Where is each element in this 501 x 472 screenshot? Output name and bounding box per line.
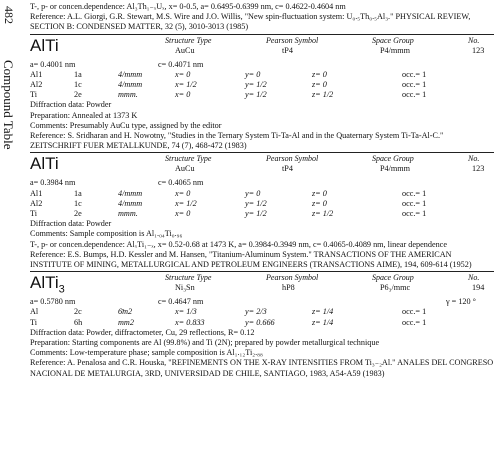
atom-el: Al2 (30, 79, 43, 89)
atom-wy: 2c (74, 307, 82, 317)
atom-occ: occ.= 1 (402, 90, 427, 100)
divider (30, 271, 494, 272)
atom-x: x= 1/2 (175, 79, 197, 89)
formula-subscript: 3 (58, 283, 65, 296)
lattice-c: c= 0.4647 nm (158, 297, 204, 307)
structure-type-value: AuCu (175, 45, 195, 55)
atom-row (30, 80, 494, 90)
structure-type-value: Ni₃Sn (175, 283, 195, 293)
top-dependence-note: T-, p- or concen.dependence: Al₃Th₁₋ₓUₓ, x= 0-0.5, a= 0.6495-0.6399 nm, c= 0.4622-0.4604 nm (30, 2, 346, 11)
entry-note: T-, p- or concen.dependence: AlₓTi₁₋ₓ, x= 0.52-0.68 at 1473 K, a= 0.3984-0.3949 nm, c= 0.4065-0.4089 nm, linear dependence (30, 239, 447, 249)
atom-wy: 1a (74, 188, 82, 198)
atom-el: Ti (30, 317, 37, 327)
atom-sym: 4/mmm (118, 188, 143, 198)
atom-z: z= 1/2 (312, 208, 334, 218)
atom-y: y= 1/2 (245, 90, 267, 100)
pearson-symbol-label: Pearson Symbol (266, 154, 319, 164)
atom-x: x= 1/3 (175, 307, 197, 317)
group-number-value: 194 (472, 283, 485, 293)
atom-row (30, 189, 494, 199)
compound-formula: AlTi (30, 154, 59, 174)
entry-note: Diffraction data: Powder, diffractometer, Cu, 29 reflections, R= 0.12 (30, 327, 255, 337)
atom-z: z= 0 (312, 69, 327, 79)
entry-header (30, 154, 494, 178)
structure-type-value: AuCu (175, 164, 195, 174)
entries-list (30, 36, 494, 379)
compound-formula: AlTi (30, 273, 59, 293)
structure-type-label: Structure Type (165, 273, 212, 283)
lattice-c: c= 0.4065 nm (158, 178, 204, 188)
atom-z: z= 1/4 (312, 317, 334, 327)
atom-y: y= 0 (245, 69, 261, 79)
entry-note: Diffraction data: Powder (30, 100, 112, 110)
atom-z: z= 1/2 (312, 90, 334, 100)
atom-wy: 6h (74, 317, 83, 327)
atom-el: Al (30, 307, 39, 317)
atom-x: x= 0 (175, 90, 191, 100)
atom-z: z= 1/4 (312, 307, 334, 317)
compound-formula: AlTi (30, 35, 59, 55)
entry-note: Comments: Low-temperature phase; sample composition is Al₁.₁₂Ti₂.₈₈ (30, 348, 263, 358)
atom-occ: occ.= 1 (402, 317, 427, 327)
group-number-value: 123 (472, 45, 485, 55)
atom-row (30, 90, 494, 100)
atom-sym: mm2 (118, 317, 134, 327)
space-group-value: P4/mmm (380, 164, 411, 174)
atom-x: x= 0.833 (175, 317, 205, 327)
entry-note: Comments: Sample composition is Al₁.₀₄Ti₀.₉₆ (30, 229, 183, 239)
lattice-gamma: γ = 120 ° (446, 297, 476, 307)
atom-wy: 2e (74, 208, 82, 218)
atom-y: y= 0.666 (245, 317, 275, 327)
page-number: 482 (2, 6, 16, 24)
atom-sym: 6̄m2 (118, 307, 133, 317)
divider (30, 34, 494, 35)
lattice-a: a= 0.3984 nm (30, 178, 76, 188)
top-reference-note: Reference: A.L. Giorgi, G.R. Stewart, M.S. Wire and J.O. Willis, "New spin-fluctuation system: U₀.₅Th₀.₅Al₃." PHYSICAL REVIEW, SECTION B: CONDENSED MATTER, 32 (5), 3010-3013 (1985) (30, 12, 471, 32)
atom-row (30, 209, 494, 219)
atom-z: z= 0 (312, 198, 327, 208)
atom-el: Al2 (30, 198, 43, 208)
space-group-label: Space Group (372, 273, 414, 283)
pearson-symbol-value: tP4 (282, 45, 293, 55)
atom-occ: occ.= 1 (402, 69, 427, 79)
atom-el: Ti (30, 90, 37, 100)
space-group-label: Space Group (372, 154, 414, 164)
atom-wy: 1c (74, 198, 82, 208)
atom-y: y= 1/2 (245, 198, 267, 208)
lattice-row (30, 178, 494, 188)
atom-sym: mmm. (118, 90, 138, 100)
entry-note: Preparation: Annealed at 1373 K (30, 110, 138, 120)
entry-note: Reference: S. Sridharan and H. Nowotny, "Studies in the Ternary System Ti-Ta-Al and in the Quaternary System Ti-Ta-Al-C." ZEITSCHRIFT FUER METALLKUNDE, 74 (7), 468-472 (1983) (30, 130, 444, 151)
compound-table (30, 2, 494, 379)
entry-note: Preparation: Starting components are Al (99.8%) and Ti (2N); prepared by powder metallurgical technique (30, 337, 380, 347)
atom-row (30, 70, 494, 80)
atom-occ: occ.= 1 (402, 208, 427, 218)
atom-occ: occ.= 1 (402, 188, 427, 198)
atom-z: z= 0 (312, 79, 327, 89)
structure-type-label: Structure Type (165, 154, 212, 164)
space-group-label: Space Group (372, 35, 414, 45)
atom-sym: 4/mmm (118, 69, 143, 79)
section-title: Compound Table (1, 60, 16, 150)
structure-type-label: Structure Type (165, 35, 212, 45)
compound-entry (30, 36, 494, 154)
lattice-row (30, 297, 494, 307)
atom-x: x= 0 (175, 69, 191, 79)
entry-header (30, 36, 494, 60)
group-number-label: No. (468, 35, 480, 45)
atom-y: y= 2/3 (245, 307, 267, 317)
atom-x: x= 1/2 (175, 198, 197, 208)
lattice-a: a= 0.5780 nm (30, 297, 76, 307)
atom-row (30, 318, 494, 328)
pearson-symbol-value: hP8 (282, 283, 295, 293)
compound-name (30, 154, 59, 174)
group-number-value: 123 (472, 164, 485, 174)
atom-wy: 1a (74, 69, 82, 79)
entry-note: Reference: E.S. Bumps, H.D. Kessler and M. Hansen, "Titanium-Aluminum System." TRANSACTIONS OF THE AMERICAN INSTITUTE OF MINING, METALLURGICAL AND PETROLEUM ENGINEERS (TRANSACTIONS AIME), 194, 609-614 (1952) (30, 249, 472, 269)
compound-entry (30, 273, 494, 379)
atom-occ: occ.= 1 (402, 79, 427, 89)
atom-row (30, 307, 494, 317)
lattice-c: c= 0.4071 nm (158, 59, 204, 69)
divider (30, 152, 494, 153)
compound-name (30, 273, 65, 296)
atom-sym: mmm. (118, 208, 138, 218)
atom-y: y= 1/2 (245, 208, 267, 218)
pearson-symbol-label: Pearson Symbol (266, 35, 319, 45)
space-group-value: P6₃/mmc (380, 283, 411, 293)
group-number-label: No. (468, 154, 480, 164)
atom-el: Ti (30, 208, 37, 218)
lattice-row (30, 60, 494, 70)
atom-wy: 2e (74, 90, 82, 100)
atom-sym: 4/mmm (118, 198, 143, 208)
atom-y: y= 1/2 (245, 79, 267, 89)
pearson-symbol-value: tP4 (282, 164, 293, 174)
entry-header (30, 273, 494, 297)
atom-el: Al1 (30, 188, 43, 198)
atom-z: z= 0 (312, 188, 327, 198)
space-group-value: P4/mmm (380, 45, 411, 55)
entry-note: Comments: Presumably AuCu type, assigned by the editor (30, 120, 222, 130)
atom-el: Al1 (30, 69, 43, 79)
atom-wy: 1c (74, 79, 82, 89)
atom-occ: occ.= 1 (402, 198, 427, 208)
atom-x: x= 0 (175, 188, 191, 198)
atom-row (30, 199, 494, 209)
atom-sym: 4/mmm (118, 79, 143, 89)
atom-y: y= 0 (245, 188, 261, 198)
compound-entry (30, 154, 494, 272)
pearson-symbol-label: Pearson Symbol (266, 273, 319, 283)
group-number-label: No. (468, 273, 480, 283)
atom-occ: occ.= 1 (402, 307, 427, 317)
compound-name (30, 35, 59, 55)
entry-note: Reference: A. Penalosa and C.R. Houska, "REFINEMENTS ON THE X-RAY INTENSITIES FROM Ti₃₋₂Al." ANALES DEL CONGRESO NACIONAL DE METALURGIA, 3RD, UNIVERSIDAD DE CHILE, SANTIAGO, 1983, A54-A59 (1983) (30, 358, 494, 378)
page-margin (0, 0, 22, 472)
lattice-a: a= 0.4001 nm (30, 59, 76, 69)
entry-note: Diffraction data: Powder (30, 219, 112, 229)
atom-x: x= 0 (175, 208, 191, 218)
